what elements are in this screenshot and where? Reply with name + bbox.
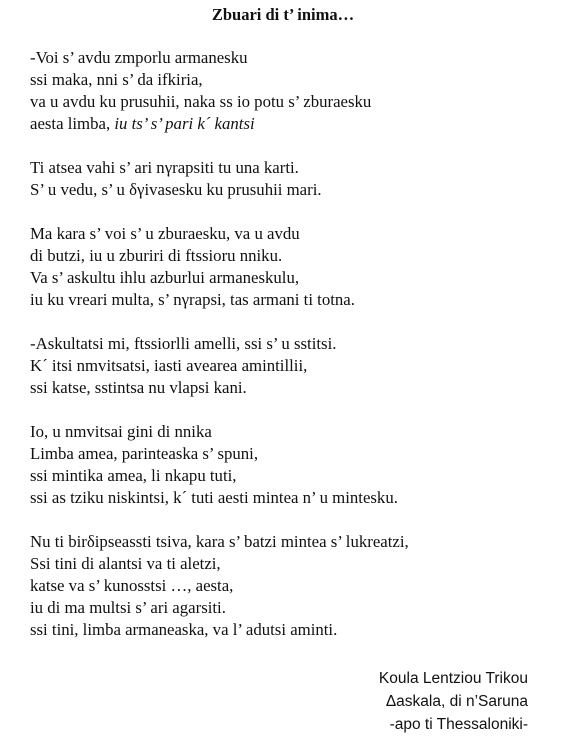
stanza-5 xyxy=(30,421,560,509)
poem-line: ssi mintika amea, li nkapu tuti, xyxy=(30,466,237,485)
stanza-4 xyxy=(30,333,560,399)
poem-title: Zbuari di t’ inima… xyxy=(211,5,355,24)
stanza-6 xyxy=(30,531,560,641)
author-name: Koula Lentziou Trikou xyxy=(378,670,528,687)
poem-line: K´ itsi nmvitsatsi, iasti avearea amintillii, xyxy=(30,356,308,375)
stanza-1 xyxy=(30,47,560,135)
poem-line: ssi tini, limba armaneaska, va l’ adutsi aminti. xyxy=(30,620,338,639)
poem-line-italic: iu ts’ s’ pari k´ kantsi xyxy=(114,114,255,133)
poem-line: di butzi, iu u zburiri di ftssioru nniku. xyxy=(30,246,283,265)
poem-line: Ti atsea vahi s’ ari nγrapsiti tu una karti. xyxy=(30,158,299,177)
author-signature xyxy=(379,667,528,736)
poem-line: Nu ti birδipseassti tsiva, kara s’ batzi mintea s’ lukreatzi, xyxy=(30,532,409,551)
poem-line xyxy=(30,113,560,135)
stanza-2 xyxy=(30,157,560,201)
poem-line: Io, u nmvitsai gini di nnika xyxy=(30,422,212,441)
poem-line: Limba amea, parinteaska s’ spuni, xyxy=(30,444,259,463)
poem-line: -Askultatsi mi, ftssiorlli amelli, ssi s’ u sstitsi. xyxy=(30,334,337,353)
poem-line: iu ku vreari multa, s’ nγrapsi, tas armani ti totna. xyxy=(30,290,355,309)
poem-line: Va s’ askultu ihlu azburlui armaneskulu, xyxy=(30,268,300,287)
poem-body xyxy=(30,47,560,663)
author-location: -apo ti Thessaloniki- xyxy=(389,716,528,733)
poem-line: katse va s’ kunosstsi …, aesta, xyxy=(30,576,234,595)
poem-line: va u avdu ku prusuhii, naka ss io potu s’ zburaesku xyxy=(30,92,372,111)
author-profession: Δaskala, di n’Saruna xyxy=(385,693,528,710)
poem-line: ssi katse, sstintsa nu vlapsi kani. xyxy=(30,378,247,397)
stanza-3 xyxy=(30,223,560,311)
poem-line-text: aesta limba, xyxy=(30,114,115,133)
poem-line: ssi as tziku niskintsi, k´ tuti aesti mintea n’ u mintesku. xyxy=(30,488,398,507)
poem-line: Ma kara s’ voi s’ u zburaesku, va u avdu xyxy=(30,224,300,243)
poem-line: -Voi s’ avdu zmporlu armanesku xyxy=(30,48,248,67)
poem-line: Ssi tini di alantsi va ti aletzi, xyxy=(30,554,221,573)
poem-line: iu di ma multsi s’ ari agarsiti. xyxy=(30,598,226,617)
poem-line: ssi maka, nni s’ da ifkiria, xyxy=(30,70,203,89)
poem-line: S’ u vedu, s’ u δγivasesku ku prusuhii mari. xyxy=(30,180,322,199)
